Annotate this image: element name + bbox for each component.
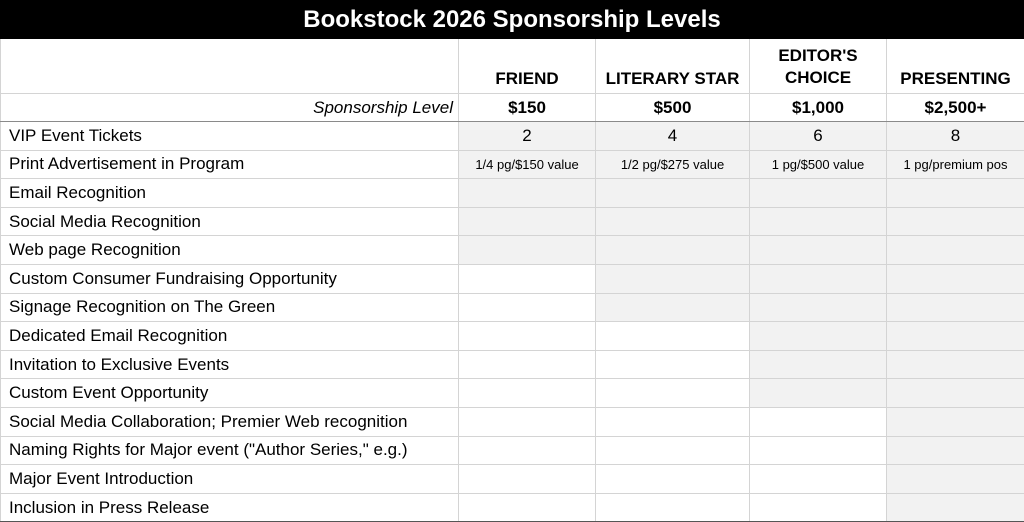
benefit-cell[interactable] bbox=[887, 407, 1024, 436]
table-row bbox=[1, 350, 1024, 379]
benefit-label-cell[interactable]: Print Advertisement in Program bbox=[1, 150, 459, 179]
benefit-cell[interactable] bbox=[887, 350, 1024, 379]
table-row bbox=[1, 179, 1024, 208]
benefit-label-cell[interactable]: Web page Recognition bbox=[1, 236, 459, 265]
benefit-cell[interactable] bbox=[459, 465, 596, 494]
benefit-label-cell[interactable]: Dedicated Email Recognition bbox=[1, 322, 459, 351]
table-row bbox=[1, 379, 1024, 408]
benefit-cell[interactable] bbox=[887, 465, 1024, 494]
benefit-cell[interactable]: 4 bbox=[596, 122, 750, 151]
benefit-cell[interactable] bbox=[887, 436, 1024, 465]
benefit-cell[interactable] bbox=[596, 207, 750, 236]
table-row bbox=[1, 493, 1024, 522]
benefit-cell[interactable]: 1/2 pg/$275 value bbox=[596, 150, 750, 179]
table-row bbox=[1, 264, 1024, 293]
tier-price-editors-choice[interactable]: $1,000 bbox=[750, 94, 887, 122]
sponsorship-level-label[interactable]: Sponsorship Level bbox=[1, 94, 459, 122]
benefit-cell[interactable]: 6 bbox=[750, 122, 887, 151]
benefit-cell[interactable] bbox=[750, 436, 887, 465]
benefit-cell[interactable] bbox=[750, 179, 887, 208]
benefit-cell[interactable] bbox=[887, 379, 1024, 408]
benefit-cell[interactable] bbox=[596, 465, 750, 494]
benefit-cell[interactable] bbox=[459, 236, 596, 265]
benefit-label-cell[interactable]: Signage Recognition on The Green bbox=[1, 293, 459, 322]
benefit-cell[interactable]: 2 bbox=[459, 122, 596, 151]
benefit-cell[interactable] bbox=[887, 264, 1024, 293]
tier-header-row bbox=[1, 39, 1024, 94]
benefit-cell[interactable] bbox=[459, 407, 596, 436]
benefit-cell[interactable] bbox=[459, 350, 596, 379]
benefit-cell[interactable] bbox=[459, 322, 596, 351]
benefit-cell[interactable]: 1 pg/$500 value bbox=[750, 150, 887, 179]
benefit-cell[interactable] bbox=[750, 465, 887, 494]
benefit-cell[interactable] bbox=[750, 379, 887, 408]
benefit-label-cell[interactable]: Social Media Recognition bbox=[1, 207, 459, 236]
benefit-label-cell[interactable]: Custom Event Opportunity bbox=[1, 379, 459, 408]
tier-name-line1: EDITOR'S bbox=[778, 46, 857, 65]
benefit-cell[interactable] bbox=[750, 493, 887, 522]
benefit-label-cell[interactable]: Naming Rights for Major event ("Author Series," e.g.) bbox=[1, 436, 459, 465]
benefit-cell[interactable] bbox=[750, 350, 887, 379]
benefit-cell[interactable] bbox=[887, 293, 1024, 322]
benefit-cell[interactable] bbox=[887, 236, 1024, 265]
benefit-cell[interactable] bbox=[750, 264, 887, 293]
benefit-cell[interactable] bbox=[459, 264, 596, 293]
table-row bbox=[1, 322, 1024, 351]
benefit-cell[interactable] bbox=[596, 379, 750, 408]
tier-name-literary-star[interactable]: LITERARY STAR bbox=[596, 39, 750, 94]
benefit-cell[interactable] bbox=[459, 207, 596, 236]
benefit-cell[interactable]: 1/4 pg/$150 value bbox=[459, 150, 596, 179]
benefit-label-cell[interactable]: Inclusion in Press Release bbox=[1, 493, 459, 522]
benefit-label-cell[interactable]: Major Event Introduction bbox=[1, 465, 459, 494]
table-row bbox=[1, 465, 1024, 494]
price-row bbox=[1, 94, 1024, 122]
benefit-rows bbox=[1, 122, 1024, 522]
header-corner-cell[interactable] bbox=[1, 39, 459, 94]
benefit-cell[interactable] bbox=[596, 350, 750, 379]
table-row bbox=[1, 436, 1024, 465]
table-row bbox=[1, 407, 1024, 436]
benefit-cell[interactable] bbox=[596, 436, 750, 465]
tier-price-literary-star[interactable]: $500 bbox=[596, 94, 750, 122]
benefit-cell[interactable] bbox=[750, 207, 887, 236]
benefit-cell[interactable] bbox=[459, 179, 596, 208]
benefit-cell[interactable] bbox=[596, 179, 750, 208]
tier-name-line2: CHOICE bbox=[785, 68, 851, 87]
benefit-cell[interactable] bbox=[750, 322, 887, 351]
sheet-title[interactable]: Bookstock 2026 Sponsorship Levels bbox=[0, 0, 1024, 39]
tier-name-presenting[interactable]: PRESENTING bbox=[887, 39, 1024, 94]
table-row bbox=[1, 207, 1024, 236]
tier-price-presenting[interactable]: $2,500+ bbox=[887, 94, 1024, 122]
benefit-cell[interactable]: 1 pg/premium pos bbox=[887, 150, 1024, 179]
benefit-cell[interactable] bbox=[596, 407, 750, 436]
benefit-cell[interactable] bbox=[596, 322, 750, 351]
benefit-cell[interactable] bbox=[596, 493, 750, 522]
table-row bbox=[1, 236, 1024, 265]
benefit-cell[interactable] bbox=[596, 264, 750, 293]
benefit-cell[interactable] bbox=[887, 179, 1024, 208]
benefit-label-cell[interactable]: VIP Event Tickets bbox=[1, 122, 459, 151]
benefit-cell[interactable] bbox=[750, 407, 887, 436]
benefit-cell[interactable] bbox=[459, 493, 596, 522]
benefit-cell[interactable] bbox=[596, 293, 750, 322]
benefit-cell[interactable] bbox=[887, 207, 1024, 236]
benefit-cell[interactable] bbox=[887, 493, 1024, 522]
benefit-cell[interactable] bbox=[459, 293, 596, 322]
sponsorship-table bbox=[0, 39, 1024, 522]
benefit-cell[interactable] bbox=[459, 379, 596, 408]
benefit-cell[interactable]: 8 bbox=[887, 122, 1024, 151]
benefit-label-cell[interactable]: Custom Consumer Fundraising Opportunity bbox=[1, 264, 459, 293]
benefit-cell[interactable] bbox=[596, 236, 750, 265]
tier-name-friend[interactable]: FRIEND bbox=[459, 39, 596, 94]
benefit-label-cell[interactable]: Email Recognition bbox=[1, 179, 459, 208]
tier-name-editors-choice[interactable] bbox=[750, 39, 887, 94]
table-row bbox=[1, 293, 1024, 322]
benefit-label-cell[interactable]: Invitation to Exclusive Events bbox=[1, 350, 459, 379]
benefit-cell[interactable] bbox=[887, 322, 1024, 351]
benefit-cell[interactable] bbox=[750, 293, 887, 322]
benefit-label-cell[interactable]: Social Media Collaboration; Premier Web recognition bbox=[1, 407, 459, 436]
table-row bbox=[1, 122, 1024, 151]
benefit-cell[interactable] bbox=[750, 236, 887, 265]
tier-price-friend[interactable]: $150 bbox=[459, 94, 596, 122]
benefit-cell[interactable] bbox=[459, 436, 596, 465]
table-row bbox=[1, 150, 1024, 179]
